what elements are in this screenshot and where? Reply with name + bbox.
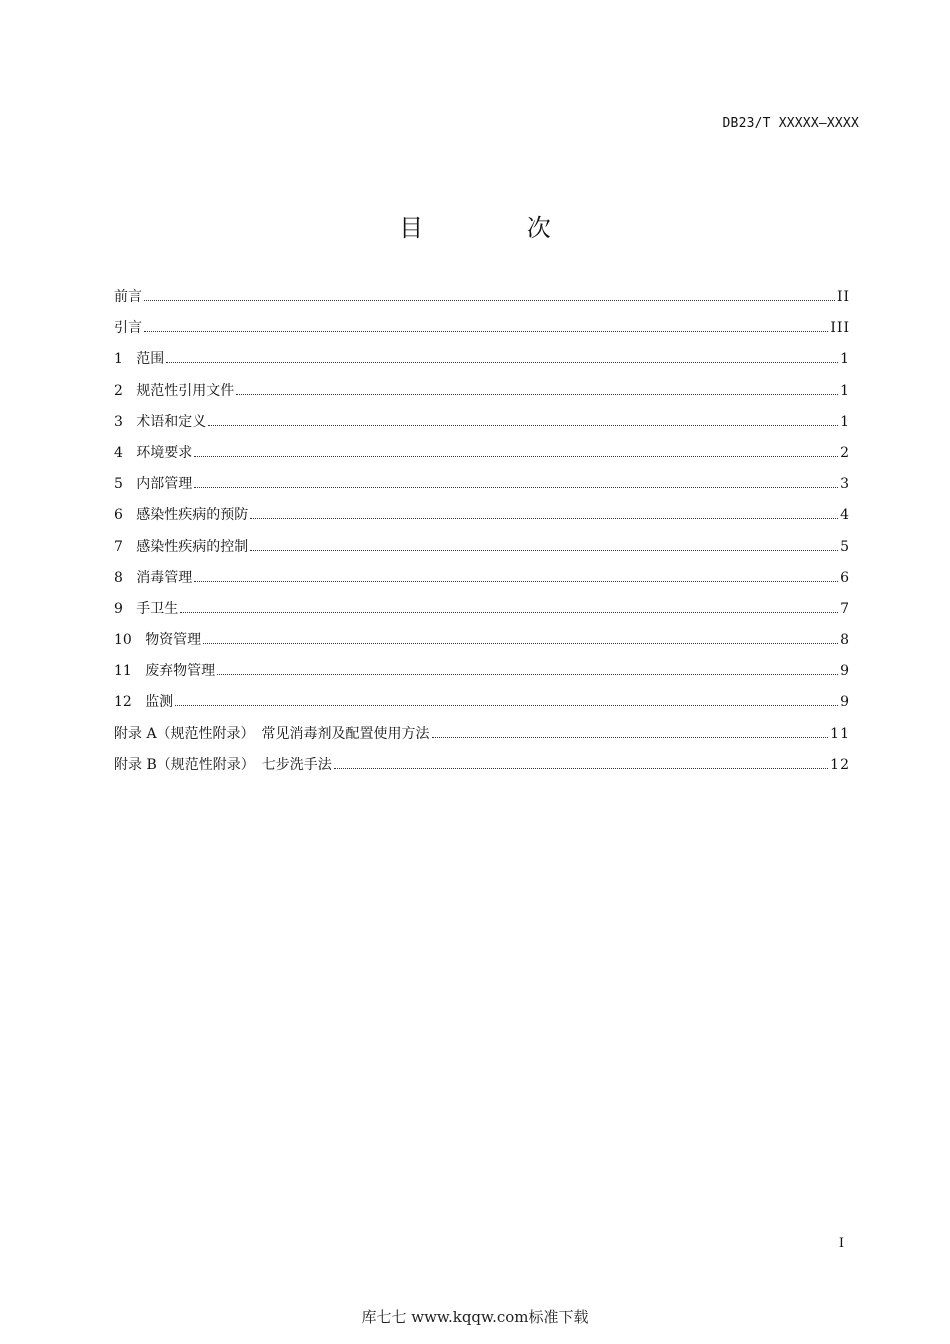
toc-list [114, 287, 850, 786]
toc-entry-4[interactable] [114, 443, 850, 474]
toc-dot-leader [175, 704, 838, 706]
toc-entry-page: 4 [840, 507, 850, 524]
toc-entry-label: 术语和定义 [136, 413, 207, 430]
toc-entry-page: 12 [830, 756, 850, 773]
toc-entry-page: 8 [840, 632, 850, 649]
toc-dot-leader [203, 642, 838, 644]
toc-entry-label: 感染性疾病的控制 [136, 538, 249, 555]
toc-entry-page: 9 [840, 663, 850, 680]
toc-entry-number: 12 [114, 694, 132, 711]
page-number: I [838, 1236, 844, 1251]
footer-watermark: 库七七 www.kqqw.com标准下载 [361, 1308, 589, 1326]
toc-entry-label: 前言 [114, 289, 142, 305]
toc-entry-label: 附录 B（规范性附录） 七步洗手法 [114, 756, 332, 773]
toc-dot-leader [236, 393, 838, 395]
toc-title: 目 次 [399, 214, 599, 242]
toc-dot-leader [334, 767, 828, 769]
toc-dot-leader [208, 424, 838, 426]
toc-dot-leader [194, 580, 838, 582]
toc-entry-label: 消毒管理 [136, 569, 193, 586]
toc-entry-page: 7 [840, 600, 850, 617]
toc-entry-label: 手卫生 [136, 600, 179, 617]
toc-entry-11[interactable] [114, 661, 850, 692]
toc-entry-appendix-a[interactable] [114, 724, 850, 755]
toc-entry-page: 2 [840, 444, 850, 461]
toc-entry-2[interactable] [114, 381, 850, 412]
toc-entry-1[interactable] [114, 349, 850, 380]
toc-entry-page: 1 [840, 351, 850, 368]
toc-dot-leader [144, 299, 835, 301]
toc-entry-page: 11 [830, 725, 850, 742]
toc-entry-number: 3 [114, 413, 123, 430]
toc-entry-page: 6 [840, 569, 850, 586]
toc-entry-number: 9 [114, 600, 123, 617]
toc-entry-label: 内部管理 [136, 476, 193, 493]
toc-entry-label: 感染性疾病的预防 [136, 507, 249, 524]
toc-entry-label: 规范性引用文件 [136, 382, 235, 399]
toc-dot-leader [250, 517, 838, 519]
toc-dot-leader [180, 611, 838, 613]
toc-entry-number: 4 [114, 444, 123, 461]
toc-entry-label: 物资管理 [145, 632, 202, 649]
toc-entry-label: 废弃物管理 [145, 663, 216, 680]
toc-entry-3[interactable] [114, 412, 850, 443]
toc-entry-number: 8 [114, 569, 123, 586]
toc-entry-page: 5 [840, 538, 850, 555]
toc-entry-page: II [836, 289, 850, 305]
toc-entry-label: 范围 [136, 351, 165, 368]
toc-dot-leader [144, 330, 828, 332]
toc-dot-leader [194, 486, 838, 488]
toc-entry-label: 引言 [114, 320, 142, 337]
toc-entry-page: 9 [840, 694, 850, 711]
toc-entry-page: 3 [840, 476, 850, 493]
toc-entry-label: 附录 A（规范性附录） 常见消毒剂及配置使用方法 [114, 725, 430, 742]
toc-entry-10[interactable] [114, 630, 850, 661]
toc-entry-8[interactable] [114, 568, 850, 599]
toc-entry-label: 环境要求 [136, 444, 193, 461]
toc-dot-leader [432, 736, 829, 738]
toc-entry-7[interactable] [114, 537, 850, 568]
toc-entry-label: 监测 [145, 694, 174, 711]
toc-entry-number: 2 [114, 382, 123, 399]
toc-entry-page: 1 [840, 382, 850, 399]
toc-entry-6[interactable] [114, 505, 850, 536]
document-code: DB23/T XXXXX—XXXX [722, 116, 859, 131]
toc-entry-foreword[interactable] [114, 287, 850, 318]
toc-entry-5[interactable] [114, 474, 850, 505]
toc-entry-appendix-b[interactable] [114, 755, 850, 786]
toc-dot-leader [217, 673, 838, 675]
toc-entry-9[interactable] [114, 599, 850, 630]
toc-entry-number: 11 [114, 663, 132, 680]
toc-entry-number: 5 [114, 476, 123, 493]
toc-entry-12[interactable] [114, 692, 850, 723]
toc-dot-leader [250, 549, 838, 551]
toc-entry-number: 10 [114, 632, 132, 649]
toc-entry-introduction[interactable] [114, 318, 850, 349]
toc-dot-leader [194, 455, 838, 457]
toc-entry-number: 1 [114, 351, 123, 368]
toc-entry-page: III [830, 320, 850, 337]
toc-entry-page: 1 [840, 413, 850, 430]
toc-entry-number: 6 [114, 507, 123, 524]
toc-dot-leader [166, 361, 838, 363]
toc-entry-number: 7 [114, 538, 123, 555]
